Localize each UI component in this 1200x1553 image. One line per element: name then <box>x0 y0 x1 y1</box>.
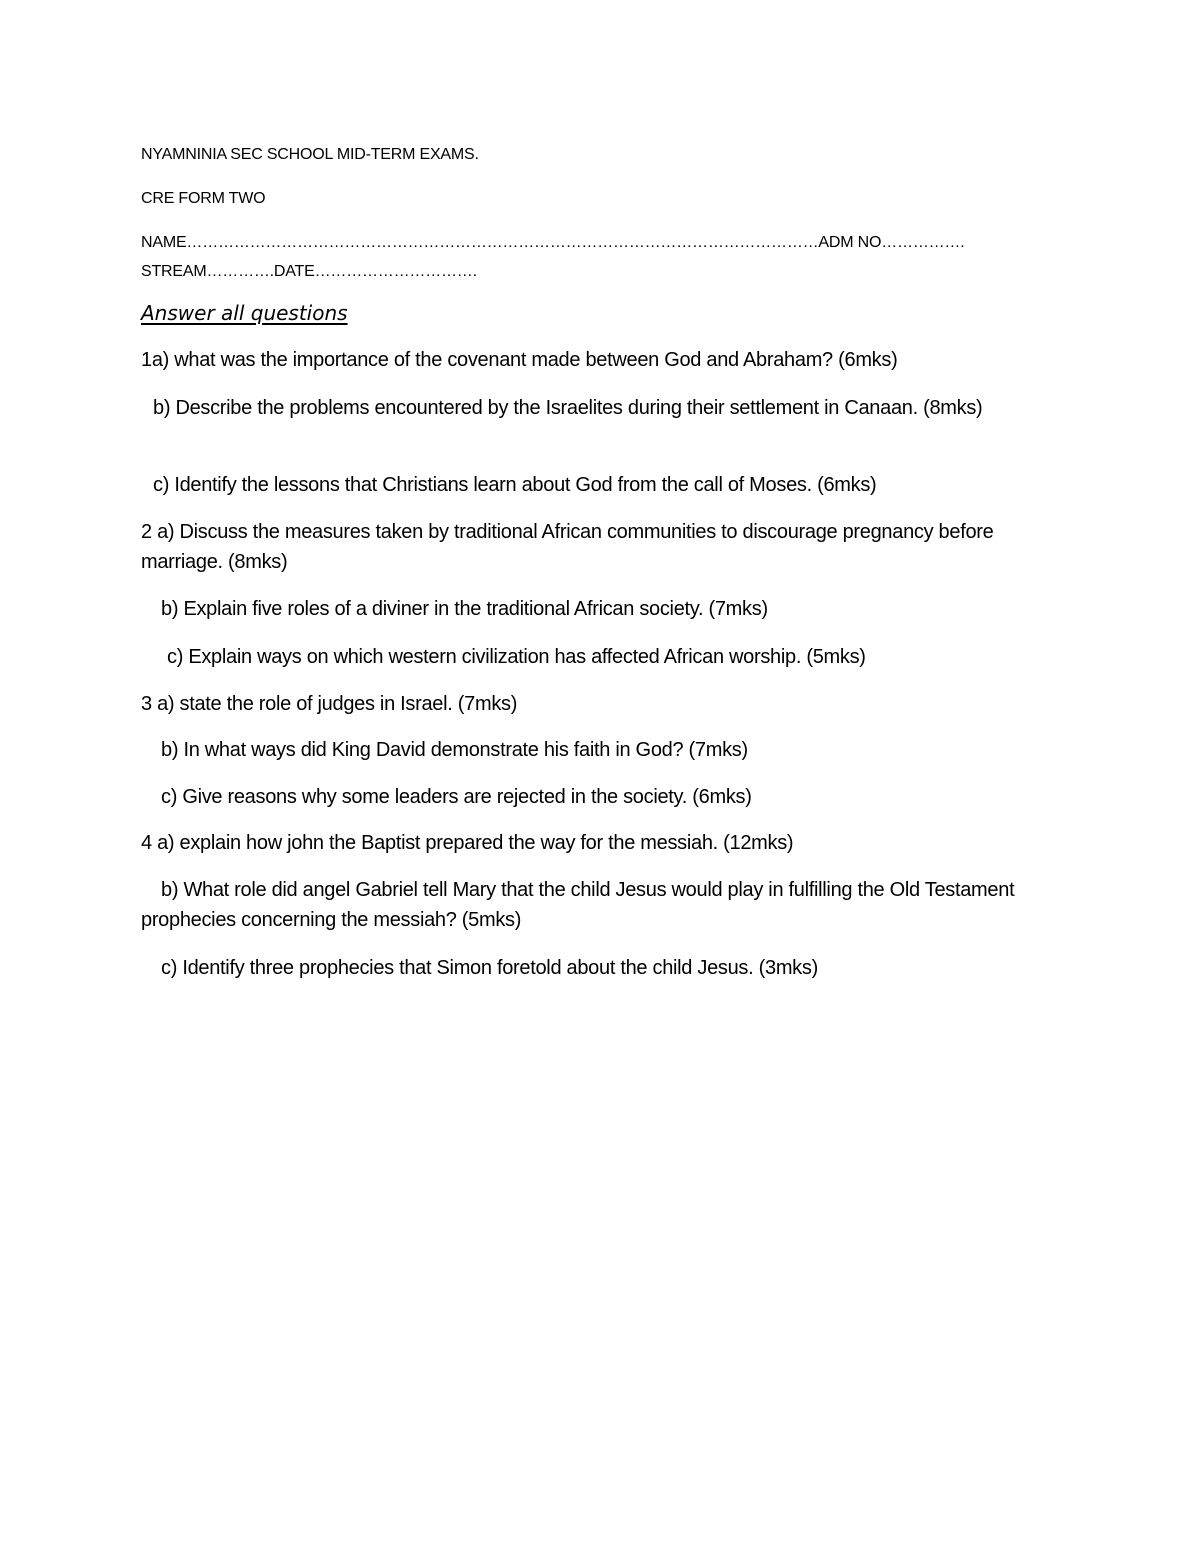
name-adm-line: NAME…………………………………………………………………………………………………………ADM NO……………. <box>141 234 965 251</box>
question-4c: c) Identify three prophecies that Simon foretold about the child Jesus. (3mks) <box>161 957 818 979</box>
question-2a: 2 a) Discuss the measures taken by traditional African communities to discourage pregnancy before marriage. (8mks) <box>141 521 994 573</box>
subject-title: CRE FORM TWO <box>141 190 266 207</box>
stream-date-line: STREAM………….DATE…………………………. <box>141 263 477 280</box>
question-3a: 3 a) state the role of judges in Israel. (7mks) <box>141 693 518 715</box>
question-1a: 1a) what was the importance of the covenant made between God and Abraham? (6mks) <box>141 349 898 371</box>
question-3c: c) Give reasons why some leaders are rejected in the society. (6mks) <box>161 786 752 808</box>
instructions-heading: Answer all questions <box>141 301 348 325</box>
question-3b: b) In what ways did King David demonstrate his faith in God? (7mks) <box>161 739 748 761</box>
school-title: NYAMNINIA SEC SCHOOL MID-TERM EXAMS. <box>141 146 479 163</box>
question-1c: c) Identify the lessons that Christians learn about God from the call of Moses. (6mks) <box>153 474 877 496</box>
question-2c: c) Explain ways on which western civilization has affected African worship. (5mks) <box>167 646 866 668</box>
question-4a: 4 a) explain how john the Baptist prepared the way for the messiah. (12mks) <box>141 832 794 854</box>
question-4b: b) What role did angel Gabriel tell Mary that the child Jesus would play in fulfilling the Old Testament prophecies concerning the messiah? (5mks) <box>141 879 1015 931</box>
question-2b: b) Explain five roles of a diviner in the traditional African society. (7mks) <box>161 598 768 620</box>
question-1b: b) Describe the problems encountered by the Israelites during their settlement in Canaan. (8mks) <box>153 397 983 419</box>
